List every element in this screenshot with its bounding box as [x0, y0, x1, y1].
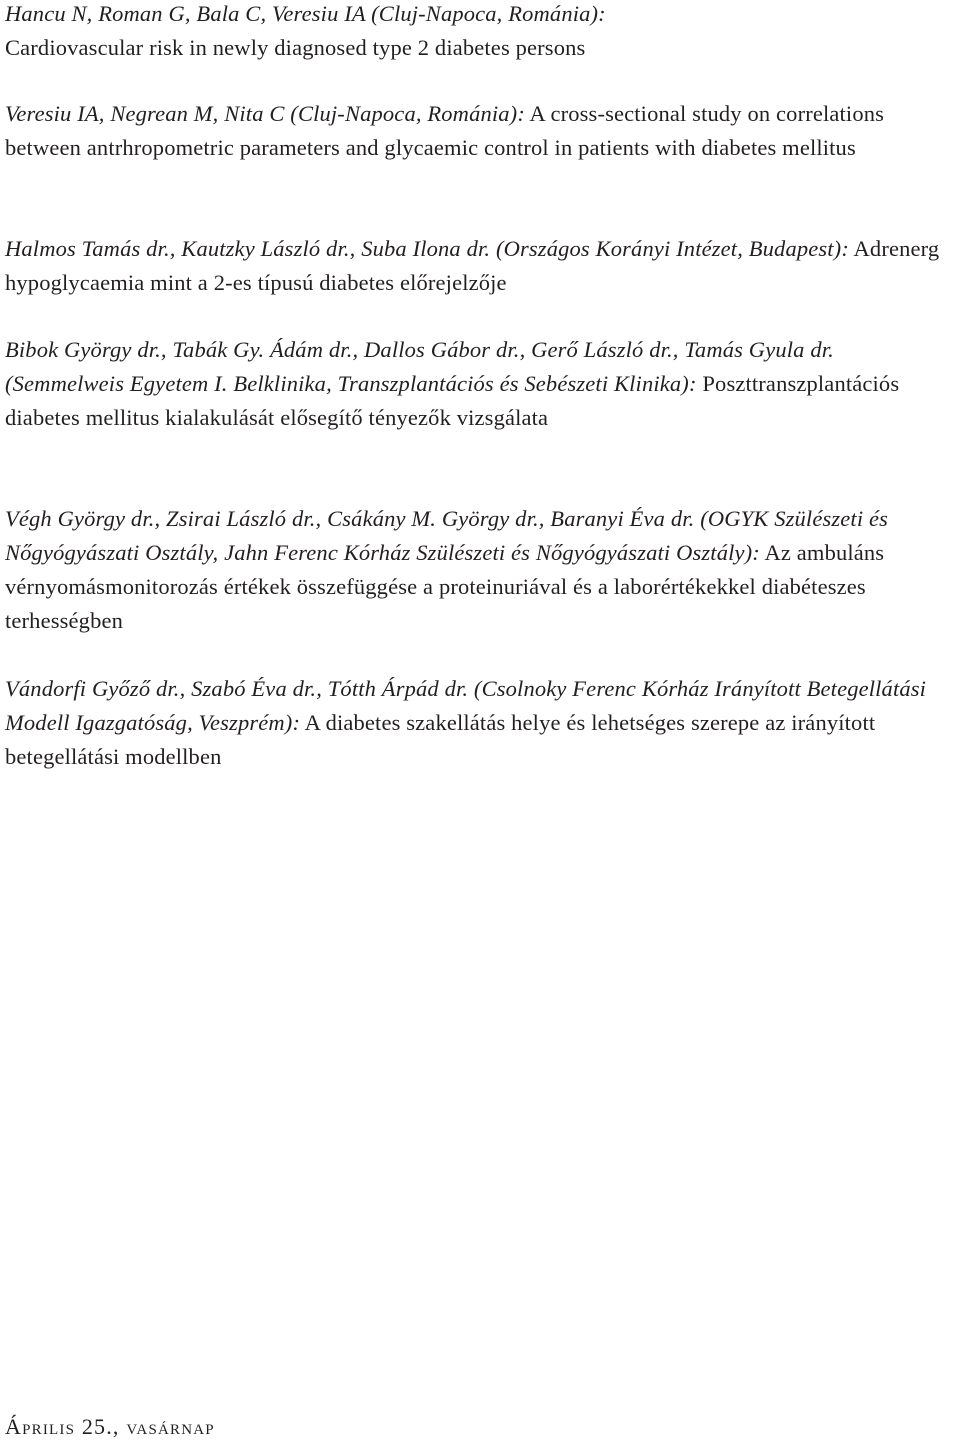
entry-authors: Bibok György dr., Tabák Gy. Ádám dr., Dallos Gábor dr., Gerő László dr., Tamás Gyula dr. (Semmelweis Egyetem I. Belklinika, Transzplantációs és Sebészeti Klinika): — [5, 337, 834, 396]
entry-title: Adrenerg hypoglycaemia mint a 2-es típusú diabetes előrejelzője — [5, 236, 940, 295]
entry-title: Az ambuláns vérnyomásmonitorozás értékek összefüggése a proteinuriával és a laborértékekkel diabéteszes terhességben — [5, 540, 885, 633]
abstract-entry — [5, 502, 957, 638]
abstract-entry — [5, 232, 957, 300]
abstract-entry — [5, 97, 957, 165]
abstract-entry — [5, 0, 957, 65]
entry-title: Poszttranszplantációs diabetes mellitus kialakulását elősegítő tényezők vizsgálata — [5, 371, 900, 430]
entry-authors: Halmos Tamás dr., Kautzky László dr., Suba Ilona dr. (Országos Korányi Intézet, Budapest): — [5, 236, 849, 261]
entry-title: Cardiovascular risk in newly diagnosed type 2 diabetes persons — [5, 35, 586, 60]
page-footer-date: Április 25., vasárnap — [5, 1414, 215, 1439]
abstract-entry — [5, 333, 957, 435]
entry-authors: Vándorfi Győző dr., Szabó Éva dr., Tótth Árpád dr. (Csolnoky Ferenc Kórház Irányított Betegellátási Modell Igazgatóság, Veszprém): — [5, 676, 927, 735]
entry-title: A cross-sectional study on correlations between antrhropometric parameters and glycaemic control in patients with diabetes mellitus — [5, 101, 885, 160]
entry-authors: Végh György dr., Zsirai László dr., Csákány M. György dr., Baranyi Éva dr. (OGYK Szülészeti és Nőgyógyászati Osztály, Jahn Ferenc Kórház Szülészeti és Nőgyógyászati Osztály): — [5, 506, 889, 565]
entry-authors: Hancu N, Roman G, Bala C, Veresiu IA (Cluj-Napoca, Románia): — [5, 1, 606, 26]
entry-title: A diabetes szakellátás helye és lehetséges szerepe az irányított betegellátási modellben — [5, 710, 876, 769]
abstract-entry — [5, 672, 957, 774]
entry-authors: Veresiu IA, Negrean M, Nita C (Cluj-Napoca, Románia): — [5, 101, 525, 126]
